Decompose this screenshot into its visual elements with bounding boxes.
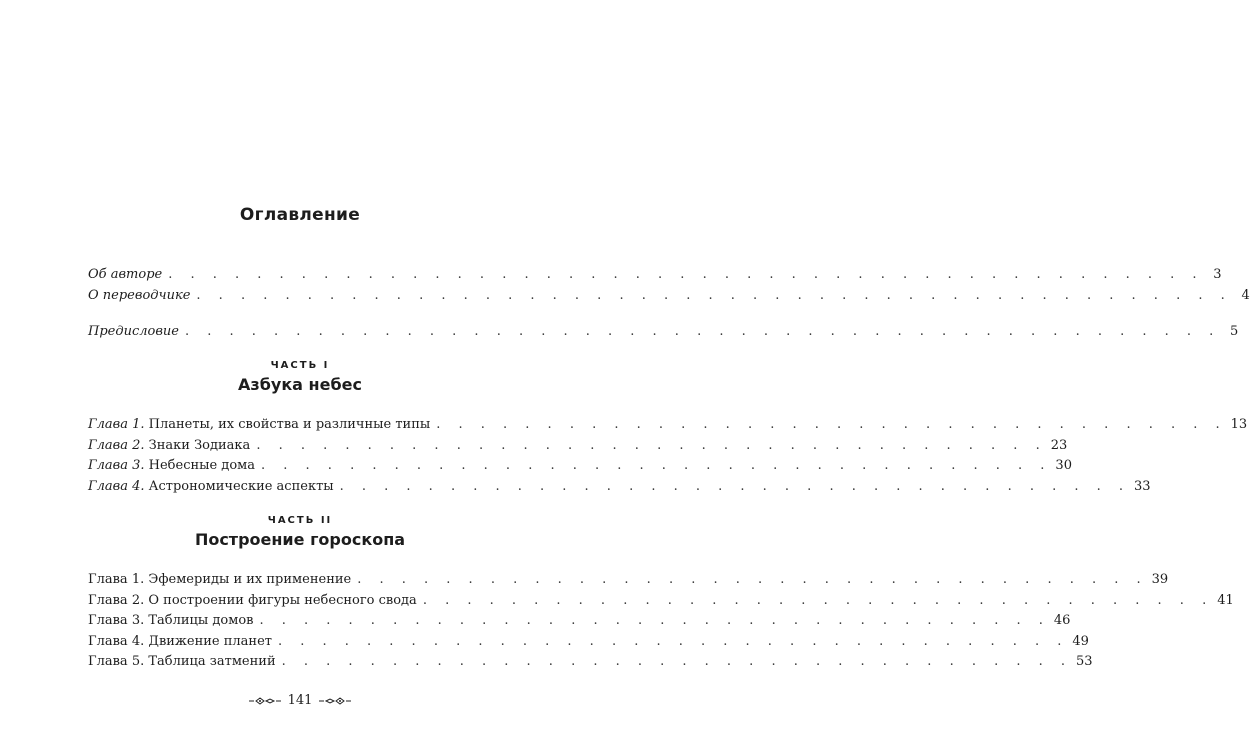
chapter-title: О построении фигуры небесного свода xyxy=(148,593,417,608)
entry-page-number: 4 xyxy=(1241,288,1250,303)
entry-label xyxy=(88,632,272,652)
chapter-prefix: Глава 4. xyxy=(88,634,145,649)
chapter-prefix: Глава 1. xyxy=(88,417,145,432)
entry-label xyxy=(88,591,417,611)
dot-leader: . . . . . . . . . . . . . . . . . . . . . . . . . . . . . . . . . . . . xyxy=(436,417,1227,432)
page-footer xyxy=(0,693,600,708)
chapter-title: Эфемериды и их применение xyxy=(148,572,352,587)
entry-page-number: 13 xyxy=(1230,417,1248,432)
ornament-right-icon xyxy=(318,696,352,706)
entry-label xyxy=(88,652,276,672)
dot-leader: . . . . . . . . . . . . . . . . . . . . . . . . . . . . . . . . . . . . xyxy=(277,634,1069,649)
dot-leader: . . . . . . . . . . . . . . . . . . . . . . . . . . . . . . . . . . . . xyxy=(422,593,1214,608)
chapter-prefix: Глава 3. xyxy=(88,613,145,628)
toc-title: Оглавление xyxy=(239,205,361,225)
chapter-title: Таблицы домов xyxy=(148,613,254,628)
chapter-prefix: Глава 4. xyxy=(88,479,145,494)
part-label: ЧАСТЬ I xyxy=(270,360,330,371)
ornament-left-icon xyxy=(248,696,282,706)
chapter-prefix: Глава 5. xyxy=(88,654,145,669)
entry-page-number: 41 xyxy=(1217,593,1234,608)
chapter-title: Таблица затмений xyxy=(148,654,276,669)
entry-label xyxy=(88,456,255,476)
toc-entry-part1-chapter3[interactable] xyxy=(88,456,1072,476)
dot-leader: . . . . . . . . . . . . . . . . . . . . . . . . . . . . . . . . . . . . xyxy=(261,458,1052,473)
dot-leader: . . . . . . . . . . . . . . . . . . . . . . . . . . . . . . . . . . . . xyxy=(339,479,1131,494)
toc-entry-part1-chapter1[interactable] xyxy=(88,415,1248,435)
chapter-title: Астрономические аспекты xyxy=(148,479,334,494)
chapter-title: Знаки Зодиака xyxy=(148,438,251,453)
dot-leader: . . . . . . . . . . . . . . . . . . . . . . . . . . . . . . . . . . . . . . . . . . . . . . . xyxy=(196,288,1232,303)
dot-leader: . . . . . . . . . . . . . . . . . . . . . . . . . . . . . . . . . . . . . . . . . . . . . . . xyxy=(184,324,1221,339)
toc-entry-preface[interactable] xyxy=(88,322,1239,342)
dot-leader: . . . . . . . . . . . . . . . . . . . . . . . . . . . . . . . . . . . . xyxy=(256,438,1047,453)
entry-label xyxy=(88,415,430,435)
entry-page-number: 30 xyxy=(1055,458,1072,473)
entry-label xyxy=(88,436,250,456)
entry-page-number: 5 xyxy=(1230,324,1239,339)
toc-entry-part2-chapter4[interactable] xyxy=(88,632,1089,652)
part-title: Построение гороскопа xyxy=(194,530,406,549)
entry-page-number: 3 xyxy=(1213,267,1222,282)
chapter-title: Движение планет xyxy=(148,634,272,649)
entry-label: О переводчике xyxy=(88,288,191,303)
entry-page-number: 39 xyxy=(1151,572,1169,587)
entry-label: Предисловие xyxy=(88,324,179,339)
dot-leader: . . . . . . . . . . . . . . . . . . . . . . . . . . . . . . . . . . . . . . . . . . . . . . . xyxy=(168,267,1204,282)
entry-page-number: 53 xyxy=(1076,654,1093,669)
toc-entry-part2-chapter2[interactable] xyxy=(88,591,1234,611)
toc-entry-part1-chapter4[interactable] xyxy=(88,477,1151,497)
toc-entry-about-translator[interactable] xyxy=(88,286,1250,306)
toc-entry-part1-chapter2[interactable] xyxy=(88,436,1068,456)
part-label: ЧАСТЬ II xyxy=(267,515,333,526)
entry-page-number: 46 xyxy=(1053,613,1071,628)
chapter-prefix: Глава 3. xyxy=(88,458,145,473)
entry-label xyxy=(88,477,334,497)
part-1-heading xyxy=(0,360,600,394)
dot-leader: . . . . . . . . . . . . . . . . . . . . . . . . . . . . . . . . . . . . xyxy=(357,572,1148,587)
entry-label: Об авторе xyxy=(88,267,163,282)
entry-page-number: 49 xyxy=(1072,634,1089,649)
toc-entry-part2-chapter5[interactable] xyxy=(88,652,1093,672)
chapter-title: Планеты, их свойства и различные типы xyxy=(148,417,431,432)
chapter-title: Небесные дома xyxy=(148,458,256,473)
chapter-prefix: Глава 1. xyxy=(88,572,145,587)
chapter-prefix: Глава 2. xyxy=(88,438,145,453)
part-2-heading xyxy=(0,515,600,549)
part-title: Азбука небес xyxy=(238,375,362,394)
page-number: 141 xyxy=(287,693,313,708)
toc-entry-part2-chapter3[interactable] xyxy=(88,611,1071,631)
entry-page-number: 23 xyxy=(1050,438,1068,453)
dot-leader: . . . . . . . . . . . . . . . . . . . . . . . . . . . . . . . . . . . . xyxy=(281,654,1073,669)
dot-leader: . . . . . . . . . . . . . . . . . . . . . . . . . . . . . . . . . . . . xyxy=(259,613,1050,628)
chapter-prefix: Глава 2. xyxy=(88,593,145,608)
entry-label xyxy=(88,611,253,631)
entry-page-number: 33 xyxy=(1134,479,1151,494)
entry-label xyxy=(88,570,351,590)
toc-entry-about-author[interactable] xyxy=(88,265,1222,285)
toc-entry-part2-chapter1[interactable] xyxy=(88,570,1169,590)
